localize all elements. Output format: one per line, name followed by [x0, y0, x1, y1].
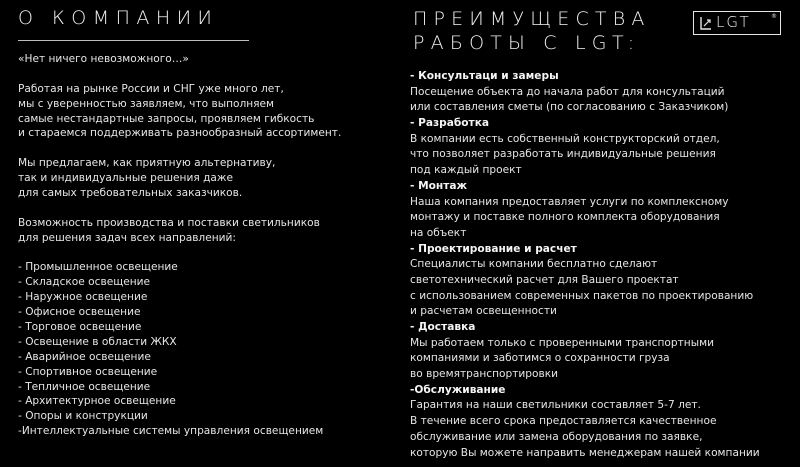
- about-text-line: - Промышленное освещение: [18, 261, 178, 274]
- lgt-logo: [693, 11, 781, 35]
- about-text-line: для решения задач всех направлений:: [18, 231, 236, 244]
- about-title: О КОМПАНИИ: [18, 7, 219, 29]
- advantage-text-line: В течение всего срока предоставляется качественное: [410, 415, 717, 428]
- about-text-line: - Архитектурное освещение: [18, 395, 176, 408]
- lgt-logo-mark-icon: [700, 16, 712, 30]
- advantage-text-line: на объект: [410, 226, 467, 239]
- advantage-heading: - Проектирование и расчет: [410, 242, 577, 255]
- about-text-line: - Торговое освещение: [18, 321, 142, 334]
- advantage-text-line: В компании есть собственный конструкторский отдел,: [410, 132, 720, 145]
- about-text-line: так и индивидуальные решения даже: [18, 172, 233, 185]
- advantage-text-line: компаниями и заботимся о сохранности груза: [410, 352, 670, 365]
- advantage-text-line: обслуживание или замена оборудования по заявке,: [410, 430, 703, 443]
- about-text-line: Работая на рынке России и СНГ уже много лет,: [18, 82, 284, 95]
- advantage-text-line: Специалисты компании бесплатно сделают: [410, 258, 658, 271]
- about-text: [18, 52, 341, 439]
- about-text-line: Возможность производства и поставки светильников: [18, 216, 320, 229]
- paragraph-gap: [18, 201, 341, 216]
- advantage-text-line: Гарантия на наши светильники составляет 5-7 лет.: [410, 399, 701, 412]
- about-text-line: -Интеллектуальные системы управления освещением: [18, 425, 324, 438]
- about-text-line: и стараемся поддерживать разнообразный ассортимент.: [18, 127, 342, 140]
- about-text-line: мы с уверенностью заявляем, что выполняем: [18, 97, 275, 110]
- about-text-line: - Наружное освещение: [18, 291, 148, 304]
- advantages-list: [410, 69, 760, 461]
- advantage-text-line: Наша компания предоставляет услуги по комплексному: [410, 195, 729, 208]
- advantage-heading: - Доставка: [410, 321, 476, 333]
- about-text-line: Мы предлагаем, как приятную альтернативу,: [18, 157, 276, 170]
- registered-mark: ®: [771, 13, 777, 20]
- about-text-line: - Опоры и конструкции: [18, 410, 148, 423]
- advantage-heading: - Разработка: [410, 117, 490, 130]
- paragraph-gap: [18, 141, 341, 156]
- about-text-line: для самых требовательных заказчиков.: [18, 187, 243, 200]
- about-text-line: самые нестандартные запросы, проявляем гибкость: [18, 112, 315, 125]
- advantage-heading: -Обслуживание: [410, 383, 506, 396]
- advantage-text-line: которую Вы можете направить менеджерам нашей компании: [410, 446, 760, 459]
- about-text-line: - Офисное освещение: [18, 306, 141, 319]
- about-text-line: - Тепличное освещение: [18, 380, 151, 393]
- advantages-title: [413, 7, 651, 55]
- about-text-line: - Складское освещение: [18, 276, 151, 289]
- advantage-text-line: под каждый проект: [410, 164, 522, 177]
- title-divider: [18, 40, 249, 41]
- advantage-text-line: Мы работаем только с проверенными транспортными: [410, 336, 714, 349]
- advantage-text-line: во времятранспортировки: [410, 368, 559, 381]
- advantage-text-line: светотехнический расчет для Вашего проектат: [410, 273, 679, 286]
- logo-text: LGT: [716, 13, 751, 31]
- paragraph-gap: [18, 67, 341, 82]
- advantage-text-line: что позволяет разработать индивидуальные решения: [410, 148, 716, 161]
- advantages-title-line-1: ПРЕИМУЩЕСТВА: [413, 8, 651, 30]
- advantages-title-line-2: РАБОТЫ С LGT:: [413, 32, 641, 54]
- paragraph-gap: [18, 246, 341, 261]
- about-text-line: - Спортивное освещение: [18, 365, 158, 378]
- about-text-line: - Аварийное освещение: [18, 350, 151, 363]
- advantage-text-line: и расчетам освещенности: [410, 305, 557, 318]
- advantage-text-line: монтажу и поставке полного комплекта оборудования: [410, 211, 720, 224]
- advantage-text-line: с использованием современных пакетов по проектированию: [410, 289, 754, 302]
- advantage-text-line: Посещение объекта до начала работ для консультаций: [410, 85, 725, 98]
- advantage-heading: - Монтаж: [410, 179, 468, 192]
- advantage-text-line: или составления сметы (по согласованию с Заказчиком): [410, 101, 729, 114]
- advantage-heading: - Консультаци и замеры: [410, 70, 559, 82]
- about-text-line: «Нет ничего невозможного…»: [18, 53, 189, 65]
- about-text-line: - Освещение в области ЖКХ: [18, 335, 177, 348]
